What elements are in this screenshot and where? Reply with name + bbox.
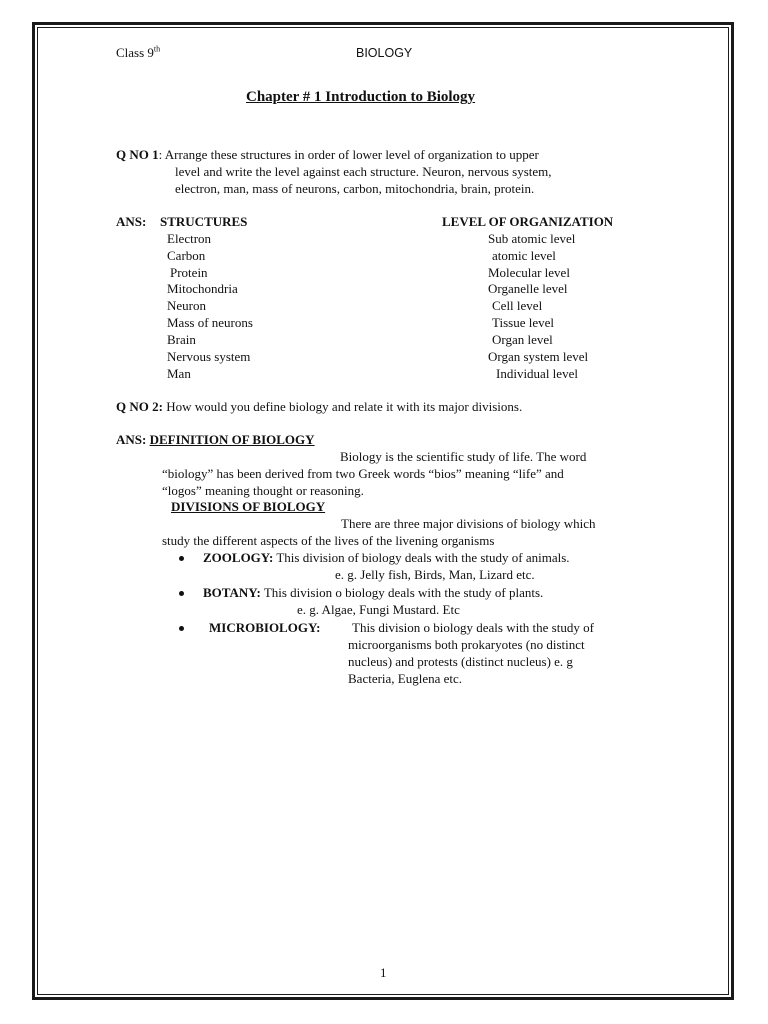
level-cell: Tissue level [492, 315, 554, 330]
microbiology-line1: This division o biology deals with the study of [352, 620, 594, 635]
structure-cell: Mass of neurons [167, 315, 253, 330]
q1-line3: electron, man, mass of neurons, carbon, mitochondria, brain, protein. [175, 181, 535, 196]
level-cell: Organ system level [488, 349, 589, 364]
chapter-title: Chapter # 1 Introduction to Biology [246, 89, 476, 105]
divisions-heading: DIVISIONS OF BIOLOGY [171, 499, 326, 514]
structure-cell: Mitochondria [167, 281, 238, 296]
level-cell: Cell level [492, 298, 543, 313]
definition-line3: “logos” meaning thought or reasoning. [162, 483, 364, 498]
subject-label: BIOLOGY [356, 46, 413, 60]
divisions-line1: There are three major divisions of biology which [341, 516, 596, 531]
q1-line2: level and write the level against each structure. Neuron, nervous system, [175, 164, 552, 179]
microbiology-label: MICROBIOLOGY: [209, 620, 321, 635]
microbiology-line2: microorganisms both prokaryotes (no distinct [348, 637, 585, 652]
level-cell: Organ level [492, 332, 553, 347]
q1-line1: Q NO 1: Arrange these structures in order of lower level of organization to upper [116, 147, 539, 162]
definition-heading: DEFINITION OF BIOLOGY [149, 432, 315, 447]
ans2-line: ANS: DEFINITION OF BIOLOGY [116, 432, 315, 447]
ans1-label: ANS: [116, 214, 147, 229]
level-cell: atomic level [492, 248, 556, 263]
structure-cell: Nervous system [167, 349, 251, 364]
level-cell: Sub atomic level [488, 231, 576, 246]
q2-line: Q NO 2: How would you define biology and relate it with its major divisions. [116, 399, 523, 414]
zoology-line: ZOOLOGY: This division of biology deals with the study of animals. [203, 550, 570, 565]
zoology-example: e. g. Jelly fish, Birds, Man, Lizard etc. [335, 567, 535, 582]
class-label: Class 9th [116, 44, 161, 60]
structure-cell: Carbon [167, 248, 206, 263]
bullet-icon [179, 591, 184, 596]
bullet-icon [179, 556, 184, 561]
bullet-icon [179, 626, 184, 631]
structure-cell: Man [167, 366, 191, 381]
col-level-heading: LEVEL OF ORGANIZATION [442, 214, 614, 229]
definition-line1: Biology is the scientific study of life. The word [340, 449, 587, 464]
definition-line2: “biology” has been derived from two Greek words “bios” meaning “life” and [162, 466, 564, 481]
page-number: 1 [380, 965, 387, 980]
structure-cell: Neuron [167, 298, 206, 313]
structure-cell: Electron [167, 231, 212, 246]
level-cell: Organelle level [488, 281, 568, 296]
level-cell: Individual level [496, 366, 578, 381]
structure-cell: Protein [170, 265, 208, 280]
microbiology-line4: Bacteria, Euglena etc. [348, 671, 463, 686]
botany-line: BOTANY: This division o biology deals with the study of plants. [203, 585, 544, 600]
divisions-line2: study the different aspects of the lives of the livening organisms [162, 533, 495, 548]
level-cell: Molecular level [488, 265, 570, 280]
structure-cell: Brain [167, 332, 196, 347]
microbiology-line3: nucleus) and protests (distinct nucleus) e. g [348, 654, 573, 669]
col-structures-heading: STRUCTURES [160, 214, 248, 229]
botany-example: e. g. Algae, Fungi Mustard. Etc [297, 602, 460, 617]
